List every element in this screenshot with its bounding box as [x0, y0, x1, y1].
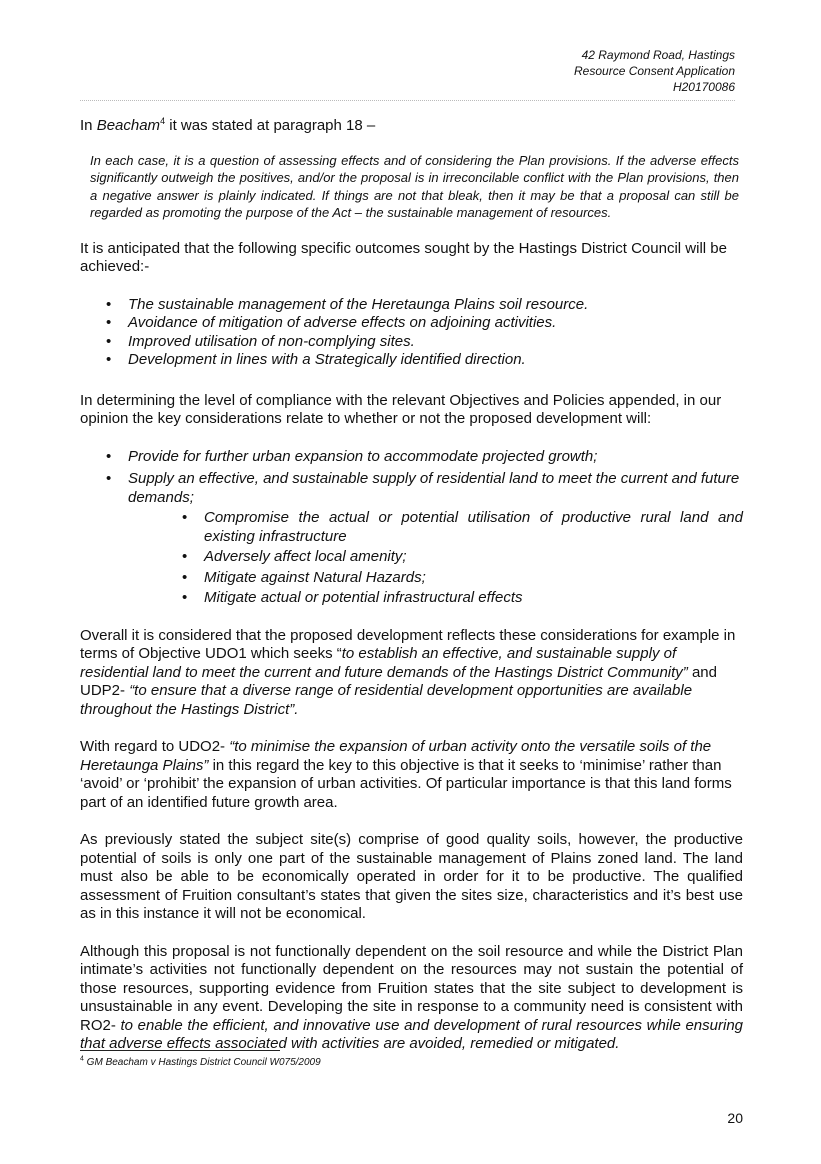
footnote-reference: 4 — [160, 116, 166, 126]
udo1-text: Overall it is considered that the proposed development reflects these considerations for example in terms of Objective UDO1 which seeks “ — [80, 626, 736, 662]
ro2-quote: to enable the efficient, and innovative use and development of rural resources while ensuring that adverse effects associated with activities are avoided, remedied or mitigated. — [80, 1016, 743, 1052]
list-item-text: Supply an effective, and sustainable supply of residential land to meet the current and future demands; — [128, 470, 740, 506]
footnote — [80, 1057, 321, 1068]
paragraph-udo1 — [80, 627, 743, 720]
udo1-quote: to establish an effective, and sustainable supply of residential land to meet the current and future demands of the Hastings District Community” — [80, 645, 688, 681]
list-item: • Avoidance of mitigation of adverse effects on adjoining activities. — [80, 314, 743, 333]
header-address: 42 Raymond Road, Hastings — [581, 48, 735, 62]
document-body — [80, 117, 743, 1073]
list-item: • Compromise the actual or potential utilisation of productive rural land and existing infrastructure — [128, 509, 743, 546]
list-item — [80, 470, 743, 608]
udp2-text: and UDP2- — [80, 663, 717, 699]
footnote-divider — [80, 1050, 280, 1051]
intro-paragraph — [80, 117, 743, 136]
header-reference: H20170086 — [672, 80, 735, 94]
page-header — [574, 47, 735, 95]
list-item: • Mitigate against Natural Hazards; — [128, 569, 743, 588]
header-application-type: Resource Consent Application — [574, 64, 735, 78]
list-item: • Improved utilisation of non-complying sites. — [80, 333, 743, 352]
list-item: • Development in lines with a Strategically identified direction. — [80, 351, 743, 370]
udo2-text-b: in this regard the key to this objective is that it seeks to ‘minimise’ rather than ‘avoid’ or ‘prohibit’ the expansion of urban activities. Of particular importance is that this land forms part of an identified future growth area. — [80, 756, 732, 811]
ro2-text: Although this proposal is not functionally dependent on the soil resource and while the District Plan intimate’s activities not functionally dependent on the resources may not sustain the potential of those resources, supporting evidence from Fruition states that the site subject to development is unsustainable in any event. Developing the site in response to a community need is consistent with RO2- — [80, 942, 743, 1034]
paragraph-udo2 — [80, 738, 743, 812]
footnote-text: GM Beacham v Hastings District Council W075/2009 — [83, 1057, 321, 1068]
block-quote: In each case, it is a question of assessing effects and of considering the Plan provisions. If the adverse effects significantly outweigh the positives, and/or the proposal is in irreconcilable conflict with the Plan provisions, then a negative answer is plainly indicated. If things are not that bleak, then it may be that a proposal can still be regarded as promoting the purpose of the Act – the sustainable management of resources. — [90, 152, 739, 220]
header-divider — [80, 100, 735, 101]
intro-text-a: In — [80, 117, 97, 134]
page-number: 20 — [727, 1110, 743, 1126]
paragraph-soils: As previously stated the subject site(s) comprise of good quality soils, however, the productive potential of soils is only one part of the sustainable management of Plains zoned land. The land must also be able to be economically operated in order for it to be productive. The qualified assessment of Fruition consultant’s states that given the sites size, characteristics and it’s best use as in this instance it will not be economical. — [80, 831, 743, 922]
list-item: • Provide for further urban expansion to accommodate projected growth; — [80, 448, 743, 467]
udp2-quote: “to ensure that a diverse range of residential development opportunities are available throughout the Hastings District”. — [80, 682, 693, 718]
intro-text-b: it was stated at paragraph 18 – — [165, 117, 376, 134]
considerations-intro: In determining the level of compliance with the relevant Objectives and Policies appended, in our opinion the key considerations relate to whether or not the proposed development will: — [80, 391, 722, 427]
footnote-number: 4 — [80, 1055, 84, 1063]
list-item: • Mitigate actual or potential infrastructural effects — [128, 589, 743, 608]
outcomes-intro: It is anticipated that the following specific outcomes sought by the Hastings District Council will be achieved:- — [80, 239, 727, 275]
considerations-list — [80, 448, 743, 608]
case-name: Beacham — [96, 117, 161, 134]
list-item: • Adversely affect local amenity; — [128, 548, 743, 567]
sub-considerations-list — [128, 509, 743, 608]
paragraph-ro2 — [80, 943, 743, 1054]
outcomes-list — [80, 296, 743, 370]
udo2-quote: “to minimise the expansion of urban activity onto the versatile soils of the Heretaunga Plains” — [80, 738, 712, 774]
udo2-text: With regard to UDO2- — [80, 738, 230, 755]
list-item: • The sustainable management of the Heretaunga Plains soil resource. — [80, 296, 743, 315]
